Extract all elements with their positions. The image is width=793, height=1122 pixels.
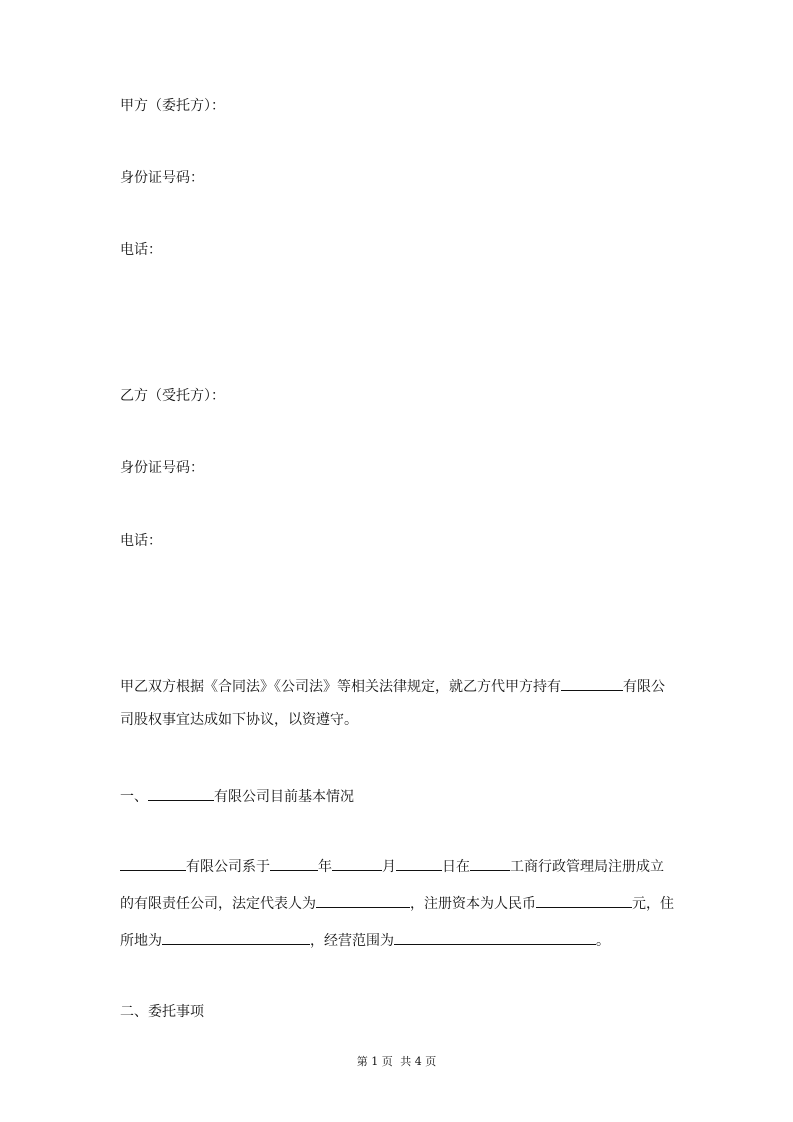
company-name-blank[interactable] xyxy=(561,676,623,691)
month-label: 月 xyxy=(382,859,396,875)
bureau-blank[interactable] xyxy=(470,856,510,871)
section-1-number: 一、 xyxy=(120,789,148,805)
page-number: 第 1 页 xyxy=(356,1055,393,1068)
party-b-phone-label: 电话： xyxy=(120,533,162,549)
section-1-line-3 xyxy=(120,930,610,951)
year-blank[interactable] xyxy=(270,856,318,871)
section-1-line-2 xyxy=(120,893,674,914)
party-b-id-label: 身份证号码： xyxy=(120,460,204,476)
body-text: 有限公司系于 xyxy=(186,859,270,875)
legal-rep-blank[interactable] xyxy=(316,893,410,908)
capital-label: ，注册资本为人民币 xyxy=(410,896,536,912)
intro-line-1 xyxy=(120,676,665,697)
address-blank[interactable] xyxy=(162,930,310,945)
section-1-heading xyxy=(120,786,354,807)
address-label: 所地为 xyxy=(120,933,162,949)
month-blank[interactable] xyxy=(332,856,382,871)
page-footer xyxy=(0,1053,793,1069)
scope-blank[interactable] xyxy=(394,930,596,945)
page-total: 共 4 页 xyxy=(400,1055,437,1068)
section-1-line-1 xyxy=(120,856,664,877)
intro-text-2: 有限公 xyxy=(623,679,665,695)
party-a-label: 甲方（委托方）： xyxy=(120,98,225,114)
party-a-phone-label: 电话： xyxy=(120,242,162,258)
section-2-heading: 二、委托事项 xyxy=(120,1004,204,1020)
intro-line-2: 司股权事宜达成如下协议，以资遵守。 xyxy=(120,712,358,728)
party-b-label: 乙方（受托方）： xyxy=(120,388,225,404)
intro-text-1: 甲乙双方根据《合同法》《公司法》等相关法律规定，就乙方代甲方持有 xyxy=(120,679,561,695)
year-label: 年 xyxy=(318,859,332,875)
bureau-text: 工商行政管理局注册成立 xyxy=(510,859,664,875)
capital-blank[interactable] xyxy=(536,893,632,908)
address-prefix: 元，住 xyxy=(632,896,674,912)
day-blank[interactable] xyxy=(396,856,442,871)
day-label: 日在 xyxy=(442,859,470,875)
scope-label: ，经营范围为 xyxy=(310,933,394,949)
period: 。 xyxy=(596,933,610,949)
party-a-id-label: 身份证号码： xyxy=(120,170,204,186)
section-1-title: 有限公司目前基本情况 xyxy=(214,789,354,805)
company-blank[interactable] xyxy=(120,856,186,871)
section-1-company-blank[interactable] xyxy=(148,786,214,801)
legal-rep-label: 的有限责任公司，法定代表人为 xyxy=(120,896,316,912)
